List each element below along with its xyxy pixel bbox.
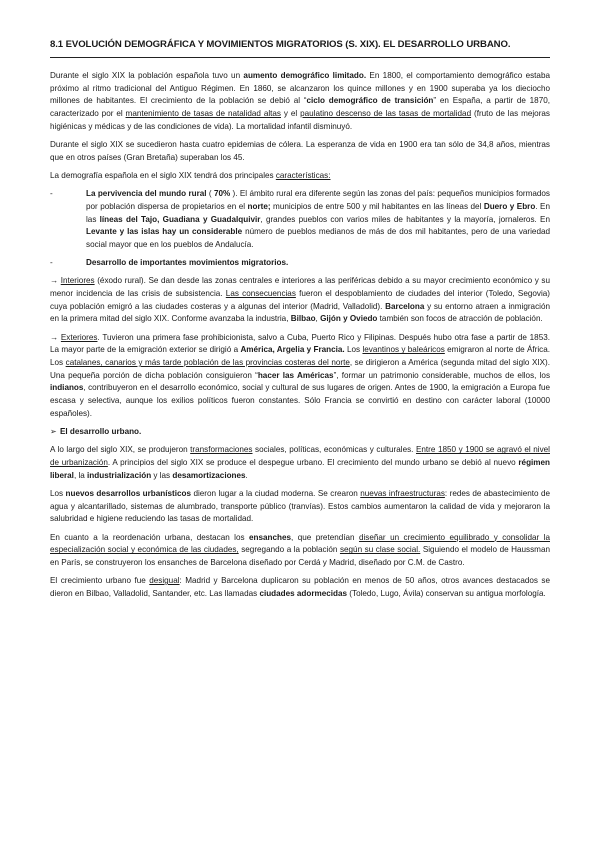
bold-text: Barcelona <box>385 301 425 311</box>
underlined-text: Las consecuencias <box>225 289 296 299</box>
text-run: sociales, políticas, económicas y culturales. <box>252 445 416 455</box>
bold-text: ciclo demográfico de transición <box>306 96 434 106</box>
bold-text: La pervivencia del mundo rural <box>86 189 207 199</box>
underlined-text: catalanes, canarios y más tarde población de las provincias costeras del norte <box>65 358 350 368</box>
text-run: emigraron al norte de África. Los <box>50 345 550 368</box>
text-run: En cuanto a la reordenación urbana, destacan los <box>50 532 249 542</box>
paragraph-urban-transformations <box>50 444 550 482</box>
text-run: (fruto de las mejoras higiénicas y médicas y de las condiciones de vida). La mortalidad infantil disminuyó. <box>50 109 550 131</box>
bold-text: líneas del Tajo, Guadiana y Guadalquivir <box>99 214 261 224</box>
paragraph-characteristics-intro <box>50 170 550 183</box>
title-underline <box>50 57 550 58</box>
text-run: . En las <box>86 201 550 224</box>
underlined-text: diseñar un crecimiento equilibrado y consolidar la especialización social y económica de las ciudades, <box>50 532 550 555</box>
text-run: : Madrid y Barcelona duplicaron su población en menos de 50 años, otros avances destacados se dieron en Bilbao, Valladolid, Santander, etc. Las llamadas <box>50 576 551 598</box>
bold-text: Gijón y Oviedo <box>320 314 378 324</box>
bold-text: América, Argelia y Francia. <box>240 345 345 355</box>
text-run: Los <box>50 488 66 498</box>
text-run: (Toledo, Lugo, Ávila) conservan su antigua morfología. <box>347 588 546 598</box>
text-run: ”, formar un patrimonio considerable, muchos de ellos, los <box>333 370 551 380</box>
text-run: → <box>50 332 61 342</box>
bold-text: ensanches <box>249 532 292 542</box>
text-run: Durante el siglo XIX la población española tuvo un <box>50 71 244 80</box>
paragraph-unequal-growth <box>50 575 550 600</box>
paragraph-internal-migration <box>50 275 550 326</box>
underlined-text: Exteriores <box>60 332 98 342</box>
underlined-text: características: <box>275 170 331 180</box>
text-run: , la <box>73 470 88 480</box>
bullet-rural-world <box>50 188 550 252</box>
bullet-migrations <box>50 257 550 270</box>
text-run: también son focos de atracción de población. <box>377 314 543 324</box>
text-run: Los <box>344 345 363 355</box>
text-run: dieron lugar a la ciudad moderna. Se crearon <box>191 488 361 498</box>
text-run: . Tuvieron una primera fase prohibicionista, salvo a Cuba, Puerto Rico y Filipinas. Después hubo otra fase a partir de 1853. La mayor parte de la emigración exterior se dirigió a <box>50 332 550 355</box>
bold-text: Duero y Ebro <box>483 201 536 211</box>
bullet-text <box>86 257 288 270</box>
underlined-text: nuevas infraestructuras <box>360 488 445 498</box>
bold-text: Bilbao <box>290 314 316 324</box>
text-run: A lo largo del siglo XIX, se produjeron <box>50 445 191 455</box>
paragraph-demographic-growth <box>50 70 550 134</box>
bold-text: régimen liberal <box>50 457 550 480</box>
text-run: El crecimiento urbano fue <box>50 576 150 586</box>
text-run: En 1800, el comportamiento demográfico estaba próximo al ritmo tradicional del Antiguo Régimen. En 1860, se alcanzaron los quince millones y en 1900 superaba ya los dieciocho millones de habitantes. El crecimiento de la población se debió al “ <box>50 71 550 106</box>
underlined-text: Interiores <box>60 276 95 286</box>
text-run: y el <box>281 109 301 119</box>
paragraph-urban-developments <box>50 488 550 526</box>
bullet-text <box>86 188 550 252</box>
text-run: , grandes pueblos con varios miles de habitantes y la mayoría, jornaleros. En <box>260 214 550 224</box>
bullet-dash: - <box>50 258 53 268</box>
text-run: y las <box>151 470 173 480</box>
text-run: municipios de entre 500 y mil habitantes en las líneas del <box>270 201 484 211</box>
underlined-text: paulatino descenso de las tasas de mortalidad <box>300 109 472 119</box>
text-run: segregando a la población <box>238 545 340 555</box>
page-title: 8.1 EVOLUCIÓN DEMOGRÁFICA Y MOVIMIENTOS MIGRATORIOS (S. XIX). EL DESARROLLO URBANO. <box>50 39 511 50</box>
paragraph-ensanches <box>50 532 550 570</box>
text-run: (éxodo rural). Se dan desde las zonas centrales e interiores a las periféricas debido a su mayor crecimiento económico y su menor incidencia de las crisis de subsistencia. <box>50 276 550 299</box>
section-title: El desarrollo urbano. <box>60 427 142 437</box>
bold-text: Desarrollo de importantes movimientos migratorios. <box>86 258 289 268</box>
text-run: ” en España, a partir de 1870, caracterizado por el <box>50 96 550 119</box>
underlined-text: desigual <box>149 576 180 586</box>
arrow-bullet-icon: ➢ <box>50 427 57 437</box>
text-run: Siguiendo el modelo de Haussman en París, se construyeron los ensanches de Barcelona diseñado por Cerdá y Madrid, diseñado por C.M. de Castro. <box>50 545 550 567</box>
bold-text: norte; <box>247 201 271 211</box>
bullet-dash: - <box>50 189 53 199</box>
text-run: fueron el despoblamiento de ciudades del interior (Toledo, Segovia) cuya población emigró a las ciudades costeras y a algunas del interior (Madrid, Valladolid). <box>50 289 550 311</box>
text-run: . <box>245 470 248 480</box>
underlined-text: mantenimiento de tasas de natalidad altas <box>125 109 281 119</box>
text-run: ( <box>206 189 214 199</box>
underlined-text: según su clase social. <box>339 545 421 555</box>
text-run: . A principios del siglo XIX se produce el despegue urbano. El crecimiento del mundo urbano se debió al nuevo <box>107 457 519 467</box>
bold-text: nuevos desarrollos urbanísticos <box>65 488 191 498</box>
text-run: , <box>315 314 321 324</box>
bold-text: industrialización <box>87 470 152 480</box>
bold-text: Levante y las islas hay un considerable <box>86 227 243 237</box>
bold-text: 70% <box>213 189 231 199</box>
underlined-text: Entre 1850 y 1900 se agravó el nivel de urbanización <box>50 445 550 467</box>
section-urban-development-heading <box>50 426 550 439</box>
text-run: Durante el siglo XIX se sucedieron hasta cuatro epidemias de cólera. La esperanza de vida en 1900 era tan sólo de 34,8 años, mientras que en otros países (Gran Bretaña) superaban los 45. <box>50 140 550 162</box>
underlined-text: transformaciones <box>190 445 253 455</box>
text-run: , se dirigieron a América (segunda mitad del siglo XIX). Una pequeña porción de dicha población consiguieron “ <box>50 358 551 380</box>
text-run: : redes de abastecimiento de agua y alcantarillado, sistemas de alumbrado, transporte público (tranvías). Estos cambios aumentaron la calidad de vida y mejoraron la salubridad e higiene reduciendo las tasas de mortalidad. <box>50 488 550 524</box>
paragraph-cholera-epidemics <box>50 139 550 164</box>
text-run: → <box>50 276 61 286</box>
text-run: y su entorno atraen a inmigración en la primera mitad del siglo XIX. Conforme avanzaba la industria, <box>50 301 550 324</box>
text-run: número de pueblos medianos de más de dos mil habitantes, pero de una variedad social mayor que en los pueblos de Andalucía. <box>86 227 551 249</box>
bold-text: hacer las Américas <box>257 370 334 380</box>
bold-text: aumento demográfico limitado. <box>243 71 367 80</box>
text-run: ). El ámbito rural era diferente según las zonas del país: pequeños municipios formados por población dispersa de propietarios en el <box>86 189 550 211</box>
text-run: , contribuyeron en el desarrollo económico, social y cultural de sus lugares de origen. Antes de 1900, la emigración a Europa fue escasa y selectiva, aunque los exilios políticos fueron constantes. Sólo Francia se convirtió en destino con carácter laboral (10000 españoles). <box>50 383 550 418</box>
underlined-text: levantinos y baleáricos <box>362 345 445 355</box>
text-run: , que pretendían <box>291 532 359 542</box>
bold-text: indianos <box>50 383 84 393</box>
bold-text: ciudades adormecidas <box>259 588 348 598</box>
paragraph-external-migration <box>50 332 550 421</box>
document-page <box>50 38 550 606</box>
bold-text: desamortizaciones <box>172 470 246 480</box>
text-run: La demografía española en el siglo XIX tendrá dos principales <box>50 170 276 180</box>
